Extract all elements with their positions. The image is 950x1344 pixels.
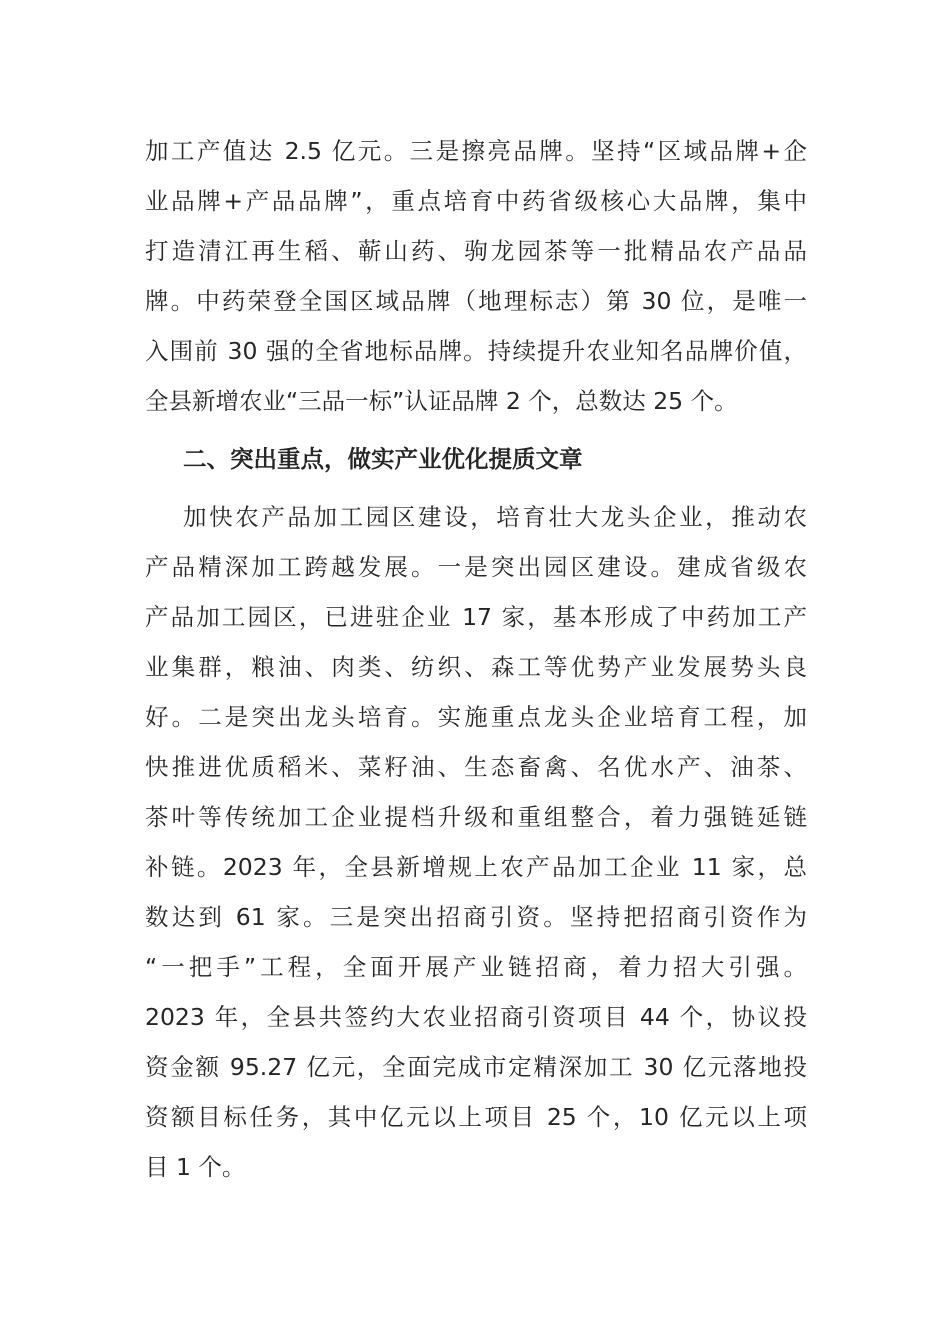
text-line: “一把手”工程，全面开展产业链招商，着力招大引强。 [145,953,807,981]
text-line: 产品精深加工跨越发展。一是突出园区建设。建成省级农 [145,553,807,581]
text-line: 补链。2023 年，全县新增规上农产品加工企业 11 家，总 [145,853,807,881]
text-line: 好。二是突出龙头培育。实施重点龙头企业培育工程，加 [145,703,807,731]
text-line: 打造清江再生稻、蕲山药、驹龙园茶等一批精品农产品品 [145,237,807,265]
text-line: 业品牌+产品品牌”，重点培育中药省级核心大品牌，集中 [145,187,807,215]
text-line: 入围前 30 强的全省地标品牌。持续提升农业知名品牌价值， [145,337,807,365]
paragraph-industry [145,492,807,1192]
text-line: 全县新增农业“三品一标”认证品牌 2 个，总数达 25 个。 [145,387,738,415]
text-line: 业集群，粮油、肉类、纺织、森工等优势产业发展势头良 [145,653,807,681]
text-line: 2023 年，全县共签约大农业招商引资项目 44 个，协议投 [145,1003,807,1031]
text-line: 产品加工园区，已进驻企业 17 家，基本形成了中药加工产 [145,603,807,631]
text-line: 牌。中药荣登全国区域品牌（地理标志）第 30 位，是唯一 [145,287,807,315]
text-line: 茶叶等传统加工企业提档升级和重组整合，着力强链延链 [145,803,807,831]
text-line: 数达到 61 家。三是突出招商引资。坚持把招商引资作为 [145,903,807,931]
text-line: 加工产值达 2.5 亿元。三是擦亮品牌。坚持“区域品牌+企 [145,137,807,165]
text-line: 目 1 个。 [145,1153,246,1181]
text-line: 快推进优质稻米、菜籽油、生态畜禽、名优水产、油茶、 [145,753,807,781]
document-body [145,126,807,1192]
section-heading: 二、突出重点，做实产业优化提质文章 [183,445,583,473]
paragraph-brand [145,126,807,426]
text-line: 资额目标任务，其中亿元以上项目 25 个，10 亿元以上项 [145,1103,807,1131]
text-line: 加快农产品加工园区建设，培育壮大龙头企业，推动农 [183,503,807,531]
text-line: 资金额 95.27 亿元，全面完成市定精深加工 30 亿元落地投 [145,1053,807,1081]
